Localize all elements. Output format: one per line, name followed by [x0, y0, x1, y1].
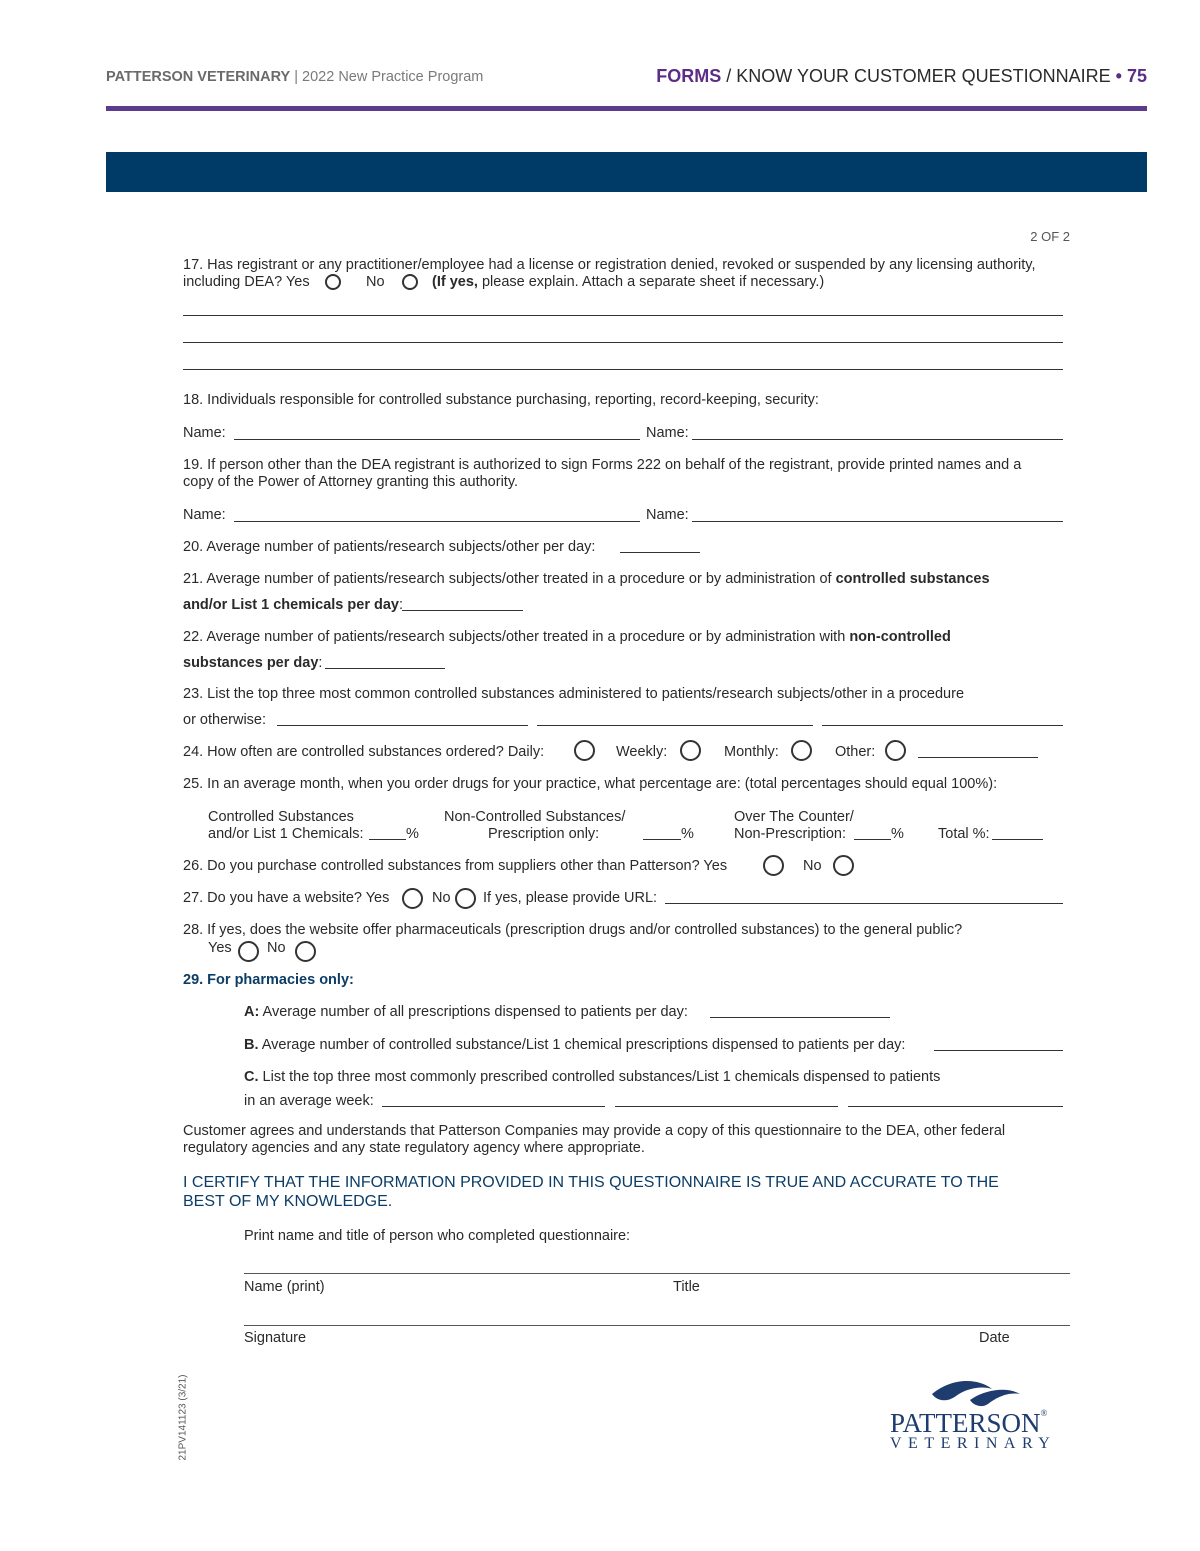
q26-no-radio[interactable] — [833, 855, 854, 876]
q24-weekly-label: Weekly: — [616, 744, 668, 760]
q17-explain-line-1[interactable] — [183, 315, 1063, 316]
q24-other-label: Other: — [835, 744, 876, 760]
q26-no-label: No — [803, 858, 822, 874]
q25-text: 25. In an average month, when you order drugs for your practice, what percentage are: (total percentages should equal 100%): — [183, 776, 998, 792]
q27-text: 27. Do you have a website? Yes — [183, 890, 390, 906]
q25-col3-line1: Over The Counter/ — [734, 809, 854, 825]
form-id: 21PV141123 (3/21) — [177, 1374, 189, 1461]
q17-no-label: No — [366, 274, 385, 290]
q18-name-field-1[interactable] — [234, 439, 640, 440]
page-count: 2 OF 2 — [1030, 229, 1070, 244]
q25-col2-line1: Non-Controlled Substances/ — [444, 809, 626, 825]
q25-otc-field[interactable] — [854, 839, 891, 840]
q23-field-1[interactable] — [277, 725, 528, 726]
logo-wordmark: PATTERSON® — [890, 1408, 1048, 1438]
logo-subtitle: VETERINARY — [890, 1435, 1057, 1452]
q29c-field-2[interactable] — [615, 1106, 838, 1107]
certify-line1: I CERTIFY THAT THE INFORMATION PROVIDED IN THIS QUESTIONNAIRE IS TRUE AND ACCURATE TO THE — [183, 1174, 999, 1191]
q29a-field[interactable] — [710, 1017, 890, 1018]
q19-line1: 19. If person other than the DEA registrant is authorized to sign Forms 222 on behalf of the registrant, provide printed names and a — [183, 457, 1022, 473]
q20-field[interactable] — [620, 552, 700, 553]
q28-no-radio[interactable] — [295, 941, 316, 962]
q24-other-field[interactable] — [918, 757, 1038, 758]
q29a-text: A: Average number of all prescriptions dispensed to patients per day: — [244, 1004, 688, 1020]
running-header-right: FORMS / KNOW YOUR CUSTOMER QUESTIONNAIRE • 75 — [656, 66, 1147, 86]
q18-name-label-2: Name: — [646, 425, 689, 441]
q29c-line2: in an average week: — [244, 1093, 374, 1109]
signature-line[interactable] — [244, 1325, 1070, 1326]
q26-text: 26. Do you purchase controlled substances from suppliers other than Patterson? Yes — [183, 858, 728, 874]
q27-url-field[interactable] — [665, 903, 1063, 904]
q24-daily-radio[interactable] — [574, 740, 595, 761]
q24-monthly-radio[interactable] — [791, 740, 812, 761]
q25-total-field[interactable] — [992, 839, 1043, 840]
q22-line1: 22. Average number of patients/research subjects/other treated in a procedure or by administration with non-controlled — [183, 629, 951, 645]
brand-name: PATTERSON VETERINARY — [106, 69, 291, 85]
name-title-line[interactable] — [244, 1273, 1070, 1274]
q25-pct-3: % — [891, 826, 904, 842]
q25-total-label: Total %: — [938, 826, 990, 842]
q28-line1: 28. If yes, does the website offer pharmaceuticals (prescription drugs and/or controlled substances) to the general public? — [183, 922, 963, 938]
q25-col3-line2: Non-Prescription: — [734, 826, 847, 842]
q29c-text: C. List the top three most commonly prescribed controlled substances/List 1 chemicals dispensed to patients — [244, 1069, 941, 1085]
q17-line2: including DEA? Yes — [183, 274, 310, 290]
running-header-left: PATTERSON VETERINARY | 2022 New Practice Program — [106, 69, 484, 85]
q27-yes-radio[interactable] — [402, 888, 423, 909]
q29-title: 29. For pharmacies only: — [183, 972, 354, 988]
name-print-label: Name (print) — [244, 1279, 325, 1295]
q19-name-label-2: Name: — [646, 507, 689, 523]
q25-noncontrolled-field[interactable] — [643, 839, 681, 840]
certify-line2: BEST OF MY KNOWLEDGE. — [183, 1193, 393, 1210]
q29c-field-1[interactable] — [382, 1106, 605, 1107]
patterson-logo — [888, 1376, 1064, 1456]
signature-label: Signature — [244, 1330, 307, 1346]
title-label: Title — [673, 1279, 700, 1295]
q25-col2-line2: Prescription only: — [488, 826, 600, 842]
q25-col1-line1: Controlled Substances — [208, 809, 354, 825]
q21-field[interactable] — [402, 610, 523, 611]
q22-line2: substances per day: — [183, 655, 323, 671]
q17-yes-radio[interactable] — [325, 274, 341, 290]
q24-text: 24. How often are controlled substances ordered? Daily: — [183, 744, 545, 760]
q17-no-radio[interactable] — [402, 274, 418, 290]
q29b-text: B. Average number of controlled substance/List 1 chemical prescriptions dispensed to patients per day: — [244, 1037, 906, 1053]
q28-no-label: No — [267, 940, 286, 956]
section-label: FORMS — [656, 66, 722, 86]
q17-explain: (If yes, please explain. Attach a separate sheet if necessary.) — [432, 274, 825, 290]
page-number: 75 — [1126, 66, 1147, 86]
q23-line2: or otherwise: — [183, 712, 267, 728]
q29c-field-3[interactable] — [848, 1106, 1063, 1107]
q24-monthly-label: Monthly: — [724, 744, 779, 760]
q23-field-3[interactable] — [822, 725, 1063, 726]
q28-yes-label: Yes — [208, 940, 232, 956]
q24-other-radio[interactable] — [885, 740, 906, 761]
q19-line2: copy of the Power of Attorney granting this authority. — [183, 474, 519, 490]
q17-explain-line-2[interactable] — [183, 342, 1063, 343]
q17-line1: 17. Has registrant or any practitioner/employee had a license or registration denied, revoked or suspended by any licensing authority, — [183, 257, 1036, 273]
q26-yes-radio[interactable] — [763, 855, 784, 876]
q29b-field[interactable] — [934, 1050, 1063, 1051]
title-band — [106, 152, 1147, 192]
q18-name-field-2[interactable] — [692, 439, 1063, 440]
q19-name-label-1: Name: — [183, 507, 226, 523]
q21-line1: 21. Average number of patients/research subjects/other treated in a procedure or by administration of controlled substances — [183, 571, 990, 587]
q25-col1-line2: and/or List 1 Chemicals: — [208, 826, 364, 842]
q23-field-2[interactable] — [537, 725, 813, 726]
q18-text: 18. Individuals responsible for controlled substance purchasing, reporting, record-keeping, security: — [183, 392, 819, 408]
q23-line1: 23. List the top three most common controlled substances administered to patients/research subjects/other in a procedure — [183, 686, 965, 702]
section-title: / KNOW YOUR CUSTOMER QUESTIONNAIRE — [721, 66, 1116, 86]
q19-name-field-1[interactable] — [234, 521, 640, 522]
q27-no-radio[interactable] — [455, 888, 476, 909]
q18-name-label-1: Name: — [183, 425, 226, 441]
q27-url-label: If yes, please provide URL: — [483, 890, 658, 906]
q25-pct-2: % — [681, 826, 694, 842]
q24-weekly-radio[interactable] — [680, 740, 701, 761]
header-rule — [106, 106, 1147, 111]
date-label: Date — [979, 1330, 1010, 1346]
wave-icon — [888, 1376, 1064, 1412]
q28-yes-radio[interactable] — [238, 941, 259, 962]
q25-controlled-field[interactable] — [369, 839, 406, 840]
q25-pct-1: % — [406, 826, 419, 842]
q17-explain-line-3[interactable] — [183, 369, 1063, 370]
q19-name-field-2[interactable] — [692, 521, 1063, 522]
q21-line2: and/or List 1 chemicals per day: — [183, 597, 404, 613]
print-instruction: Print name and title of person who completed questionnaire: — [244, 1228, 631, 1244]
agree-line2: regulatory agencies and any state regulatory agency where appropriate. — [183, 1140, 645, 1156]
program-name: 2022 New Practice Program — [302, 69, 484, 85]
agree-line1: Customer agrees and understands that Patterson Companies may provide a copy of this questionnaire to the DEA, other federal — [183, 1123, 1006, 1139]
q22-field[interactable] — [325, 668, 445, 669]
q27-no-label: No — [432, 890, 451, 906]
q20-text: 20. Average number of patients/research subjects/other per day: — [183, 539, 596, 555]
